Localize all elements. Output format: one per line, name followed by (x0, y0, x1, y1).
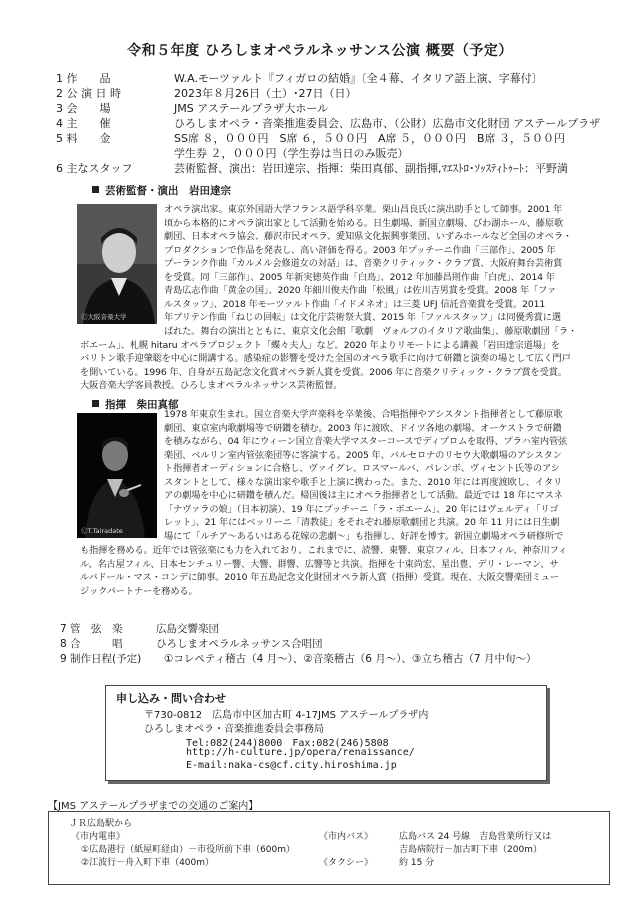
bio-line: バリトン歌手迎肇聡を中心に開講する。感染症の影響を受けた全国のオペラ歌手に向けて研鑽と演奏の場として広く門戸 (80, 353, 571, 365)
overview-label: 4 主 催 (56, 117, 111, 130)
bio-line: プーランク作曲「カルメル会修道女の対話」は、音楽クリティック・クラブ賞、大阪府舞台芸術賞 (164, 258, 563, 270)
overview-item-price (56, 132, 566, 146)
overview-item-datetime (56, 87, 357, 101)
bio-line: 劇団、日本オペラ協会、藤沢市民オペラ、愛知県文化振興事業団、いずみホールなど全国のオペラ・ (164, 231, 573, 243)
bio-line: ル、名古屋フィル、日本センチュリー響、大響、群響、広響等と共演。指揮を十束尚宏、星出豊、デリ・レーマン、サ (80, 558, 559, 570)
director-bio-continued (80, 339, 592, 393)
bio-line: を受賞。同「三部作」、2005 年新実徳英作曲「白鳥」、2012 年加藤昌則作曲「白虎」、2014 年 (164, 271, 555, 283)
item-label: 7 管 弦 楽 (60, 623, 123, 635)
orchestra-item (60, 622, 219, 636)
director-heading: 芸術監督・演出 岩田達宗 (92, 183, 231, 198)
overview-label: 3 会 場 (56, 102, 111, 115)
contact-phone: Tel:082(244)8000 Fax:082(246)5808 (186, 738, 389, 749)
overview-value: 芸術監督、演出：岩田達宗、指揮：柴田真郁、副指揮,ﾏｴｽﾄﾛ･ｿｯｽﾃｨﾄｩｰﾄ：平野満 (174, 162, 568, 175)
conductor-portrait-icon (77, 413, 157, 538)
overview-value: ひろしまオペラ・音楽推進委員会、広島市、（公財）広島市文化財団 アステールプラザ (174, 117, 601, 130)
overview-label: 2 公 演 日 時 (56, 87, 121, 100)
access-jr: ＪＲ広島駅から (69, 819, 133, 829)
conductor-heading: 指揮 柴田真郁 (92, 397, 179, 412)
bio-line: アの劇場を中心に研鑽を積んだ。帰国後は主にオペラ指揮者として活動。最近では 18 年にマスネ (164, 490, 563, 502)
item-value: 広島交響楽団 (156, 623, 219, 635)
item-value: ひろしまオペラルネッサンス合唱団 (156, 638, 323, 650)
access-tram-label: 《市内電車》 (71, 832, 126, 842)
overview-item-organizer (56, 117, 601, 131)
schedule-item (60, 652, 537, 666)
overview-label: 6 主なスタッフ (56, 162, 133, 175)
photo-credit: ⒸT.Tairadate (81, 527, 123, 535)
bio-line: ボエーム」、札幌 hitaru オペラプロジェクト「蝶々夫人」など。2020 年よりリモートによる講義「岩田達宗道場」を (80, 339, 561, 351)
bio-line: を積みながら、04 年にウィーン国立音楽大学マスターコースでディプロムを取得、プラハ室内管弦 (164, 436, 568, 448)
overview-value: W.A.モーツァルト『フィガロの結婚』〔全４幕、イタリア語上演、字幕付〕 (174, 72, 543, 85)
access-box (48, 811, 610, 885)
bio-line: 大阪音楽大学客員教授。ひろしまオペラルネッサンス芸術監督。 (80, 380, 343, 392)
contact-email-link[interactable]: E-mail:naka-cs@cf.city.hiroshima.jp (186, 760, 397, 771)
contact-address: 〒730-0812 広島市中区加古町 4-17JMS アステールプラザ内 (144, 710, 429, 721)
overview-label: 5 料 金 (56, 132, 111, 145)
director-portrait-icon (77, 204, 157, 324)
bio-line: 頃から本格的にオペラ演出家として活動を始める。日生劇場、新国立劇場、びわ湖ホール、藤原歌 (164, 217, 563, 229)
bio-line: スタントとして、様々な演出家や歌手と上演に携わった。また、2010 年には再度渡欧し、イタリ (164, 476, 563, 488)
bio-line: 1978 年東京生まれ。国立音楽大学声楽科を卒業後、合唱指揮やアシスタント指揮者として藤原歌 (164, 409, 563, 420)
page-title: 令和５年度 ひろしまオペラルネッサンス公演 概要（予定） (127, 43, 513, 59)
access-bus-route-1: 広島バス 24 号線 吉島営業所行又は (399, 832, 552, 842)
item-label: 9 制作日程(予定) (60, 653, 142, 665)
overview-item-venue (56, 102, 329, 116)
bio-line: ルスタッフ」、2018 年モーツァルト作曲「イドメネオ」は三菱 UFJ 信託音楽賞を受賞。2011 (164, 298, 546, 310)
access-bus-route-2: 吉島病院行－加古町下車（200m） (399, 845, 542, 855)
overview-item-work (56, 72, 543, 86)
overview-item-student-price (56, 147, 409, 161)
overview-label: 1 作 品 (56, 72, 111, 85)
access-taxi: 約 15 分 (399, 858, 435, 868)
access-tram-route-1: ①広島港行（紙屋町経由）－市役所前下車（600m） (81, 845, 296, 855)
access-heading: 【JMS アステールプラザまでの交通のご案内】 (48, 801, 259, 812)
access-bus-label: 《市内バス》 (319, 832, 374, 842)
bio-line: 劇団、東京室内歌劇場等で研鑽を積む。2003 年に渡欧、ドイツ各地の劇場、オーケストラで研鑽 (164, 422, 562, 434)
director-bio (164, 203, 589, 338)
square-bullet-icon (92, 400, 99, 407)
bio-line: プロダクションで作品を発表し、高い評価を得る。2003 年プッチーニ作曲「三部作」、2005 年 (164, 244, 556, 256)
access-tram-route-2: ②江波行－舟入町下車（400m） (81, 858, 215, 868)
bio-line: 楽団、ベルリン室内管弦楽団等に客演する。2005 年、バルセロナのリセウ大歌劇場のアシスタン (164, 449, 562, 461)
overview-value: 学生券 ２，０００円（学生券は当日のみ販売） (174, 147, 409, 160)
square-bullet-icon (92, 186, 99, 193)
bio-line: 青島広志作曲「黄金の国」、2020 年細川俊夫作曲「松風」は佐川吉男賞を受賞。2008 年「ファ (164, 285, 557, 297)
item-value: ①コレペティ稽古（4 月～）、②音楽稽古（6 月～）、③立ち稽古（7 月中旬～） (164, 653, 537, 665)
contact-organization: ひろしまオペラ・音楽推進委員会事務局 (144, 724, 324, 735)
conductor-bio (164, 408, 589, 543)
contact-heading: 申し込み・問い合わせ (116, 692, 226, 705)
overview-value: 2023年８月26日（土）･27日（日） (174, 87, 357, 100)
contact-url-link[interactable]: http://h-culture.jp/opera/renaissance/ (186, 747, 415, 758)
photo-credit: Ⓒ大阪音楽大学 (81, 313, 127, 321)
bio-line: オペラ演出家。東京外国語大学フランス語学科卒業。栗山昌良氏に演出助手として師事。2001 年 (164, 204, 563, 215)
item-label: 8 合 唱 (60, 638, 123, 650)
bio-line: 年ブリテン作曲「ねじの回転」は文化庁芸術祭大賞、2015 年「ファルスタッフ」は同優秀賞に選 (164, 312, 561, 324)
bio-line: ジックパートナーを務める。 (80, 585, 198, 597)
bio-line: 「ナヴァラの娘」（日本初演）、19 年にプッチーニ「ラ・ボエーム」、20 年にはヴェルディ「リゴ (164, 503, 559, 515)
overview-value: JMS アステールプラザ大ホール (174, 102, 329, 115)
bio-line: も指揮を務める。近年では管弦楽にも力を入れており、これまでに、読響、東響、東京フィル、日本フィル、神奈川フィ (80, 545, 568, 556)
bio-line: ルバドール・マス・コンデに師事。2010 年五島記念文化財団オペラ新人賞（指揮）受賞。現在、大阪交響楽団ミュー (80, 572, 559, 584)
bio-line: 場にて「ルチア～あるいはある花嫁の悲劇～」も指揮し、好評を博す。新国立劇場オペラ研修所で (164, 530, 564, 542)
conductor-photo (77, 413, 157, 538)
chorus-item (60, 637, 323, 651)
bio-line: レット」、21 年にはベッリーニ「清教徒」をそれぞれ藤原歌劇団と共演。20 年 11 月には日生劇 (164, 517, 560, 529)
bio-line: ばれた。舞台の演出とともに、東京文化会館「歌劇 ヴォルフのイタリア歌曲集」、藤原歌劇団「ラ・ (164, 325, 578, 337)
contact-box (105, 685, 547, 781)
bio-line: を開いている。1996 年、自身が五島記念文化賞オペラ新人賞を受賞。2006 年に音楽クリティック・クラブ賞を受賞。 (80, 366, 567, 378)
bio-line: ト指揮者オーディションに合格し、ヴァイグレ、ロスマールバ、パレンボ、ヴィセント氏等のアシ (164, 463, 560, 475)
access-taxi-label: 《タクシー》 (319, 858, 374, 868)
overview-value: SS席 ８，０００円 S席 ６，５００円 A席 ５，０００円 B席 ３，５００円 (174, 132, 566, 145)
director-photo (77, 204, 157, 324)
overview-item-staff (56, 162, 568, 176)
conductor-bio-continued (80, 544, 592, 598)
